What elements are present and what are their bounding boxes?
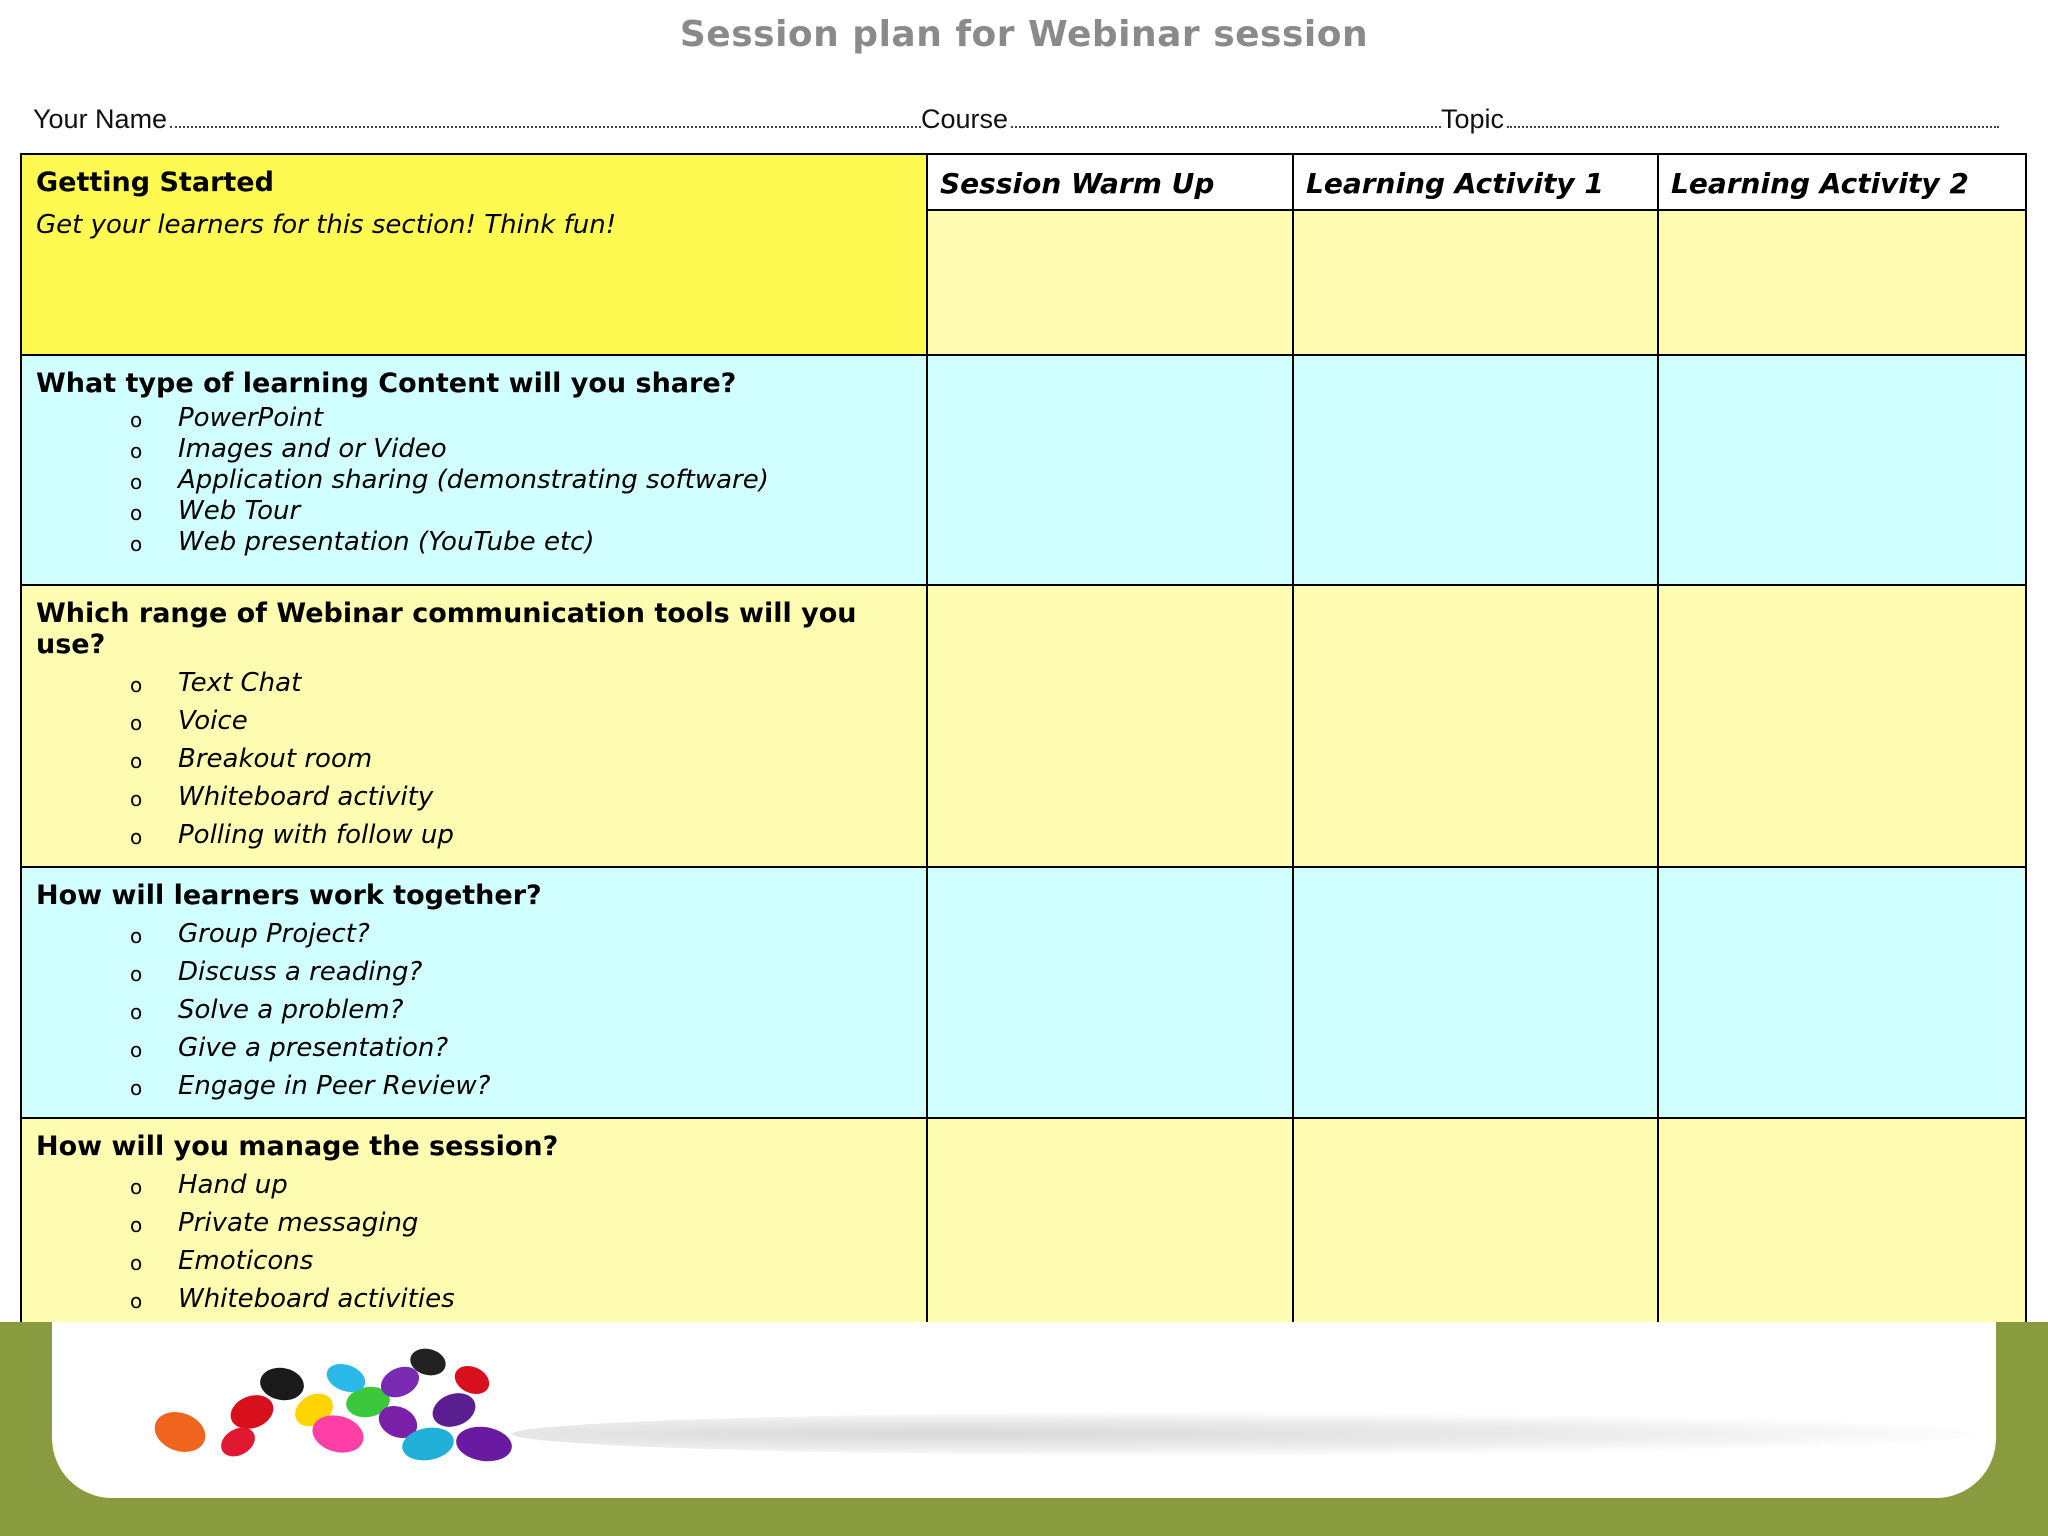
- section-title: Which range of Webinar communication tools will you use?: [36, 598, 857, 660]
- getting-started-subtitle: Get your learners for this section! Think fun!: [36, 210, 617, 240]
- work-together-section: [21, 867, 927, 1118]
- list-item: o Emoticons: [178, 1242, 912, 1280]
- communication-tools-section: [21, 585, 927, 867]
- list-item: o Discuss a reading?: [178, 953, 912, 991]
- topic-label: Topic: [1441, 104, 1505, 134]
- list-item: o Engage in Peer Review?: [178, 1067, 912, 1105]
- list-item: o Web Tour: [178, 496, 912, 527]
- warm-up-management-cell[interactable]: [927, 1118, 1293, 1348]
- circle-bullet-icon: o: [130, 439, 143, 463]
- section-title: How will you manage the session?: [36, 1131, 559, 1162]
- activity1-communication-cell[interactable]: [1293, 585, 1658, 867]
- activity2-management-cell[interactable]: [1658, 1118, 2026, 1348]
- warm-up-collaboration-cell[interactable]: [927, 867, 1293, 1118]
- list-item: o PowerPoint: [178, 403, 912, 434]
- course-label: Course: [921, 104, 1009, 134]
- dotted-line: [1011, 104, 1441, 128]
- circle-bullet-icon: o: [130, 749, 143, 773]
- activity2-communication-cell[interactable]: [1658, 585, 2026, 867]
- footer-banner: [0, 1322, 2048, 1536]
- your-name-label: Your Name: [33, 104, 168, 134]
- list-item: o Solve a problem?: [178, 991, 912, 1029]
- circle-bullet-icon: o: [130, 924, 143, 948]
- getting-started-cell: [21, 154, 927, 355]
- jelly-beans-icon: [132, 1332, 552, 1482]
- circle-bullet-icon: o: [130, 1289, 143, 1313]
- content-type-list: [36, 403, 912, 558]
- activity1-content-cell[interactable]: [1293, 355, 1658, 585]
- warm-up-getting-started-cell[interactable]: [927, 210, 1293, 355]
- circle-bullet-icon: o: [130, 1213, 143, 1237]
- list-item: o Breakout room: [178, 740, 912, 778]
- list-item: o Polling with follow up: [178, 816, 912, 854]
- topic-field[interactable]: [1441, 104, 1999, 135]
- communication-tools-list: [36, 664, 912, 854]
- circle-bullet-icon: o: [130, 1175, 143, 1199]
- getting-started-heading: Getting Started: [36, 167, 274, 198]
- footer-panel: [52, 1322, 1996, 1498]
- list-item: o Hand up: [178, 1166, 912, 1204]
- circle-bullet-icon: o: [130, 787, 143, 811]
- list-item: o Images and or Video: [178, 434, 912, 465]
- list-item: o Application sharing (demonstrating software): [178, 465, 912, 496]
- circle-bullet-icon: o: [130, 1076, 143, 1100]
- section-title: How will learners work together?: [36, 880, 542, 911]
- manage-session-section: [21, 1118, 927, 1348]
- activity1-getting-started-cell[interactable]: [1293, 210, 1658, 355]
- header-session-warm-up: Session Warm Up: [927, 154, 1293, 210]
- list-item: o Give a presentation?: [178, 1029, 912, 1067]
- activity1-collaboration-cell[interactable]: [1293, 867, 1658, 1118]
- dotted-line: [1507, 104, 1999, 128]
- list-item: o Text Chat: [178, 664, 912, 702]
- session-plan-table: [20, 153, 2027, 1349]
- list-item: o Web presentation (YouTube etc): [178, 527, 912, 558]
- list-item: o Group Project?: [178, 915, 912, 953]
- section-title: What type of learning Content will you share?: [36, 368, 737, 399]
- activity2-getting-started-cell[interactable]: [1658, 210, 2026, 355]
- circle-bullet-icon: o: [130, 1251, 143, 1275]
- list-item: o Voice: [178, 702, 912, 740]
- info-fields: [33, 104, 1973, 144]
- course-field[interactable]: [921, 104, 1441, 135]
- activity1-management-cell[interactable]: [1293, 1118, 1658, 1348]
- circle-bullet-icon: o: [130, 1038, 143, 1062]
- list-item: o Private messaging: [178, 1204, 912, 1242]
- circle-bullet-icon: o: [130, 825, 143, 849]
- work-together-list: [36, 915, 912, 1105]
- page-title: Session plan for Webinar session: [679, 14, 1369, 55]
- activity2-collaboration-cell[interactable]: [1658, 867, 2026, 1118]
- circle-bullet-icon: o: [130, 501, 143, 525]
- warm-up-content-cell[interactable]: [927, 355, 1293, 585]
- circle-bullet-icon: o: [130, 532, 143, 556]
- header-learning-activity-2: Learning Activity 2: [1658, 154, 2026, 210]
- circle-bullet-icon: o: [130, 408, 143, 432]
- dotted-line: [170, 104, 921, 128]
- your-name-field[interactable]: [33, 104, 921, 135]
- header-learning-activity-1: Learning Activity 1: [1293, 154, 1658, 210]
- list-item: o Whiteboard activity: [178, 778, 912, 816]
- circle-bullet-icon: o: [130, 673, 143, 697]
- circle-bullet-icon: o: [130, 470, 143, 494]
- warm-up-communication-cell[interactable]: [927, 585, 1293, 867]
- footer-shadow: [512, 1412, 1972, 1456]
- list-item: o Whiteboard activities: [178, 1280, 912, 1318]
- manage-session-list: [36, 1166, 912, 1318]
- content-type-section: [21, 355, 927, 585]
- circle-bullet-icon: o: [130, 711, 143, 735]
- circle-bullet-icon: o: [130, 1000, 143, 1024]
- circle-bullet-icon: o: [130, 962, 143, 986]
- activity2-content-cell[interactable]: [1658, 355, 2026, 585]
